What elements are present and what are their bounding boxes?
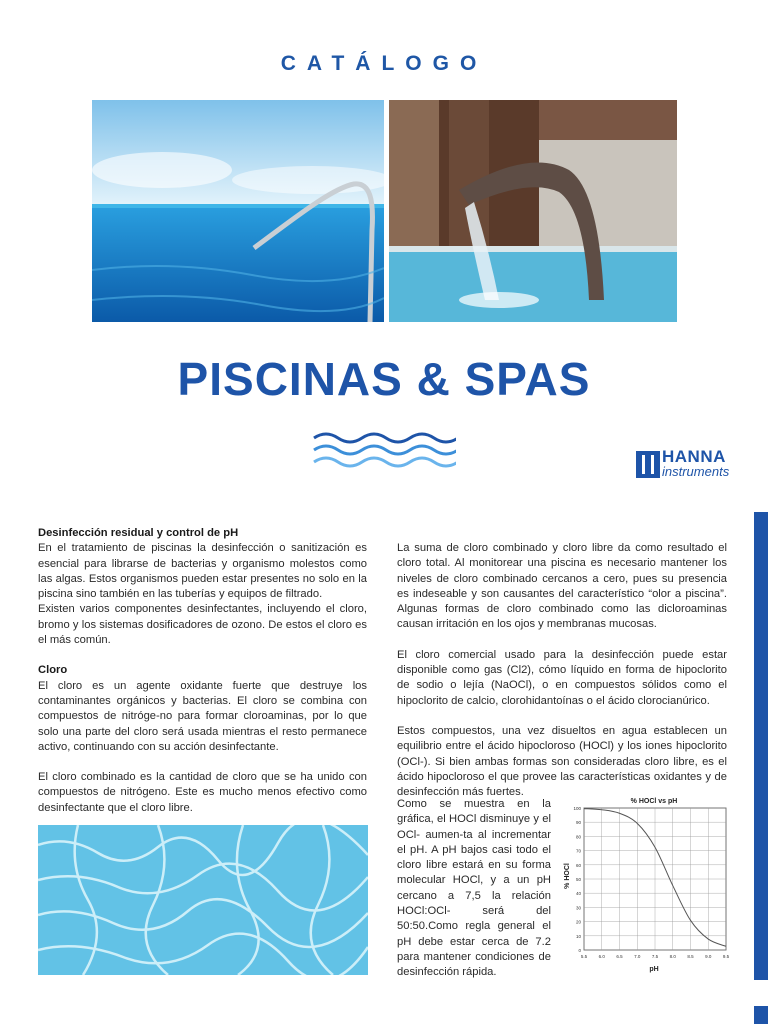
chart-title: % HOCl vs pH xyxy=(630,798,678,805)
paragraph: El cloro combinado es la cantidad de cloro que se ha unido con compuestos de nitrógeno. Este es mucho menos efectivo como desinfectante que el cloro libre. xyxy=(38,771,367,814)
logo-line1: HANNA xyxy=(662,447,726,466)
x-tick-label: 7.0 xyxy=(634,954,641,959)
y-tick-label: 90 xyxy=(575,820,581,826)
y-tick-label: 30 xyxy=(575,905,581,911)
side-tab-bottom xyxy=(754,1006,768,1024)
y-tick-label: 100 xyxy=(573,806,581,811)
paragraph: En el tratamiento de piscinas la desinfección o sanitización es esencial para librarse de bacterias y organismo molestos como las algas. Estos organismos pueden estar presentes no solo en la piscina sino también en las tuberías y equipos de filtrado. xyxy=(38,542,367,601)
y-tick-label: 10 xyxy=(575,933,581,939)
x-tick-label: 7.5 xyxy=(651,954,659,959)
paragraph: El cloro es un agente oxidante fuerte que destruye los contaminantes orgánicos y bacterias. El cloro se combina con compuestos de nitróge-no para formar cloroaminas, por lo que solo una parte del cloro será usada mientras el resto permanece activo, continuando con su acción desinfectante. xyxy=(38,679,367,753)
water-surface-photo xyxy=(38,825,368,975)
x-tick-label: 5.5 xyxy=(580,954,588,959)
hanna-instruments-logo xyxy=(636,448,742,482)
x-tick-label: 9.0 xyxy=(705,954,712,959)
chart-y-axis-label: % HOCl xyxy=(564,863,571,889)
logo-mark-icon xyxy=(636,451,660,478)
section-heading-chlorine: Cloro xyxy=(38,664,68,677)
hocl-ph-chart xyxy=(560,790,738,978)
y-tick-label: 20 xyxy=(575,919,581,925)
y-tick-label: 70 xyxy=(575,848,581,854)
pool-photo xyxy=(92,100,384,322)
logo-line2: instruments xyxy=(662,464,730,479)
x-tick-label: 6.5 xyxy=(616,954,623,959)
y-tick-label: 60 xyxy=(575,862,581,868)
right-column xyxy=(397,541,727,800)
side-tab xyxy=(754,512,768,980)
wave-icon xyxy=(312,430,456,470)
paragraph: Existen varios componentes desinfectantes, incluyendo el cloro, bromo y los sistemas dosificadores de ozono. De estos el cloro es el más común. xyxy=(38,603,367,647)
y-tick-label: 50 xyxy=(575,877,581,882)
y-tick-label: 40 xyxy=(575,891,581,897)
y-tick-label: 0 xyxy=(578,948,581,953)
catalog-label: CATÁLOGO xyxy=(280,52,488,75)
y-tick-label: 80 xyxy=(575,834,581,840)
paragraph: Estos compuestos, una vez disueltos en agua establecen un equilibrio entre el ácido hipocloroso (HOCl) y los iones hipoclorito (OCl-). Si bien ambas formas son consideradas cloro libre, es el ácido hipocloroso el que provee las características oxidantes y de desinfección más fuertes. xyxy=(397,724,727,799)
x-tick-label: 8.5 xyxy=(687,954,694,959)
x-tick-label: 8.0 xyxy=(669,954,676,959)
graph-description xyxy=(397,797,551,981)
paragraph: El cloro comercial usado para la desinfección puede estar disponible como gas (Cl2), cómo líquido en forma de hipoclorito de sodio o lejía (NaOCl), o en compuestos sólidos como el hipoclorito de calcio, clorohidantoínas o el ácido clorocianúrico. xyxy=(397,648,727,707)
x-tick-label: 9.5 xyxy=(722,954,730,959)
left-column xyxy=(38,526,367,816)
main-title: PISCINAS & SPAS xyxy=(177,353,591,405)
spa-waterfall-photo xyxy=(389,100,677,322)
paragraph: Como se muestra en la gráfica, el HOCl disminuye y el OCl- aumen-ta al incrementar el pH. A pH bajos casi todo el cloro libre estará en su forma molecular HOCl, y a un pH cercano a 7,5 la relación HOCl:OCl- será del 50:50.Como regla general el pH debe estar cerca de 7.2 para mantener condiciones de desinfección rápida. xyxy=(397,798,551,979)
section-heading-disinfection: Desinfección residual y control de pH xyxy=(38,527,239,539)
chart-x-axis-label: pH xyxy=(649,966,659,973)
paragraph: La suma de cloro combinado y cloro libre da como resultado el cloro total. Al monitorear una piscina es necesario mantener los niveles de cloro combinado cercanos a cero, pues su presencia es indeseable y son causantes del característico “olor a piscina”. Algunas formas de cloro combinado como las dicloroaminas causan irritación en los ojos y membranas mucosas. xyxy=(397,542,727,631)
x-tick-label: 6.0 xyxy=(598,954,605,959)
